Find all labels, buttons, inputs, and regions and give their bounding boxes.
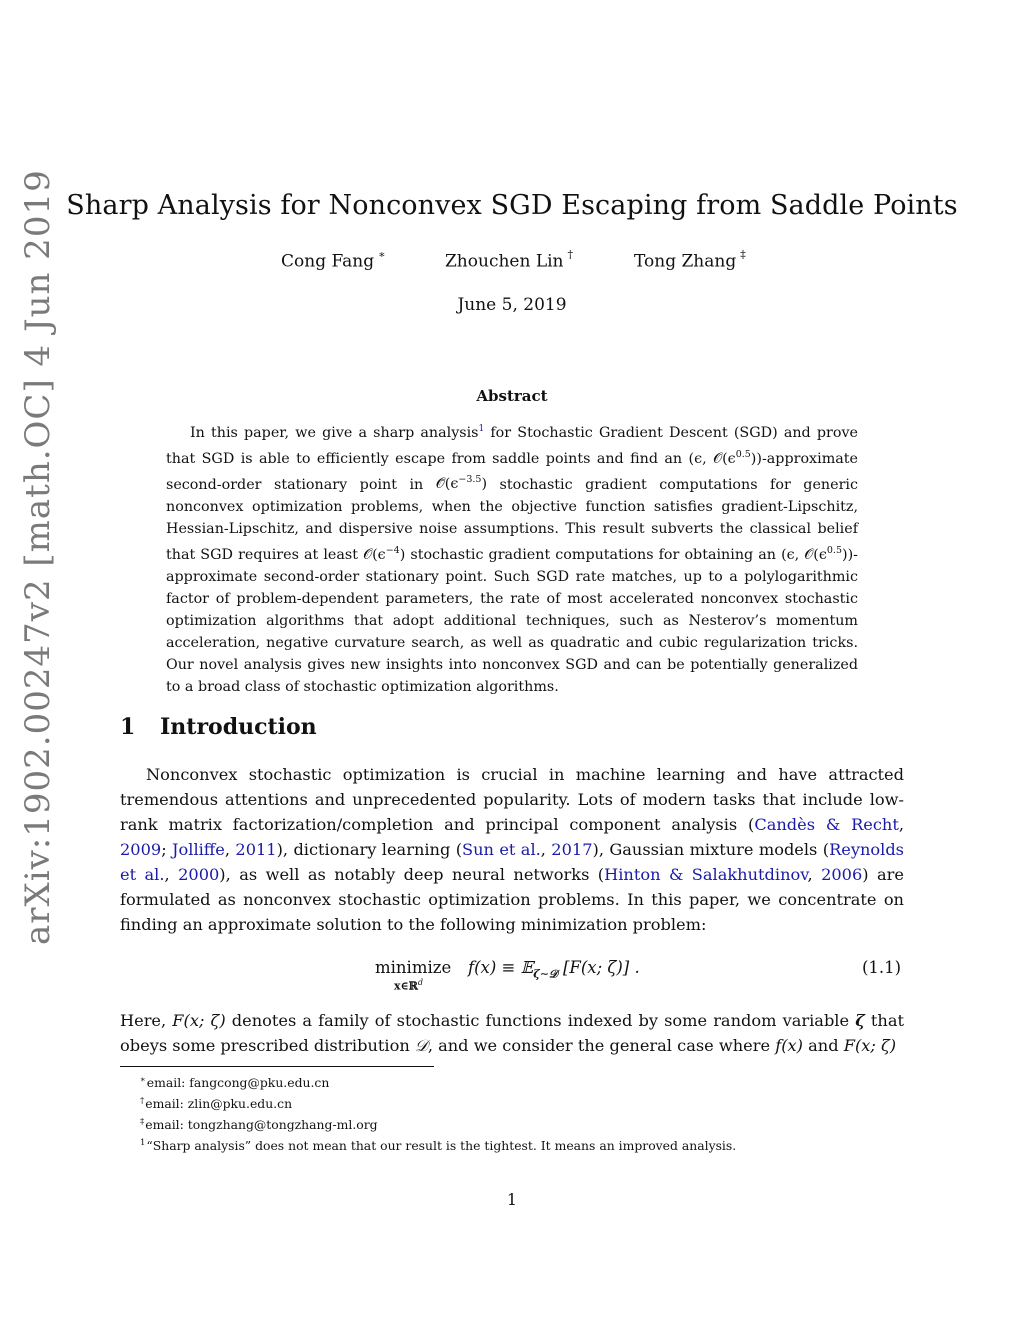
abstract-heading: Abstract [476, 387, 548, 405]
section-title: Introduction [160, 714, 317, 740]
page-number: 1 [506, 1190, 518, 1209]
author-3 [634, 250, 746, 272]
post-equation-text [120, 1008, 904, 1058]
citation-link[interactable]: Candès & Recht [754, 815, 899, 834]
citation-year-link[interactable]: 2009 [120, 840, 162, 859]
author-1 [281, 250, 386, 272]
equation-subscript: x∈ℝ$^d$ [394, 978, 423, 993]
footnote-item: †email: zlin@pku.edu.cn [140, 1096, 293, 1112]
math-approx: (ϵ, $𝒪(\epsilon^{0.5})$) [781, 544, 854, 563]
footnote-item: ∗email: fangcong@pku.edu.cn [140, 1075, 330, 1091]
citation-link[interactable]: Sun et al. [462, 840, 541, 859]
equation-operator: minimize [375, 958, 452, 977]
author-mark: † [567, 248, 574, 261]
author-name: Cong Fang [281, 251, 375, 272]
author-name: Tong Zhang [634, 251, 737, 272]
math-approx: (ϵ, $𝒪(\epsilon^{0.5})$) [688, 448, 762, 467]
math-rate: $𝒪(\epsilon^{-4})$ [363, 544, 406, 563]
citation-link[interactable]: Reynolds et al. [120, 840, 904, 884]
footnote-item: $^1$“Sharp analysis” does not mean that our result is the tightest. It means an improved analysis. [140, 1138, 737, 1154]
footnote-ref[interactable]: 1 [478, 424, 485, 434]
author-mark: ‡ [740, 248, 746, 261]
equation-number: (1.1) [862, 958, 902, 977]
author-mark: ∗ [378, 248, 386, 261]
footnote-rule [120, 1066, 434, 1067]
author-list [0, 250, 1024, 276]
arxiv-identifier: arXiv:1902.00247v2 [math.OC] 4 Jun 2019 [18, 169, 58, 945]
citation-year-link[interactable]: 2006 [821, 865, 863, 884]
section-heading [120, 714, 317, 740]
footnotes [140, 1071, 736, 1156]
publication-date: June 5, 2019 [457, 295, 567, 315]
footnote-item: ‡email: tongzhang@tongzhang-ml.org [140, 1117, 378, 1133]
citation-link[interactable]: Jolliffe [172, 840, 225, 859]
section-number: 1 [120, 714, 136, 740]
citation-year-link[interactable]: 2000 [178, 865, 220, 884]
abstract-body [166, 418, 858, 698]
abstract-paragraph: In this paper, we give a sharp analysis$^1$ for Stochastic Gradient Descent (SGD) and prove that SGD is able to efficiently escape from saddle points and find an (ϵ, $𝒪(\epsilon^{0.5})$)-approximate second-order stationary point in $𝒪̃(\epsilon^{-3.5})$ stochastic gradient computations for generic nonconvex optimization problems, when the objective function satisfies gradient-Lipschitz, Hessian-Lipschitz, and dispersive noise assumptions. This result subverts the classical belief that SGD requires at least $𝒪(\epsilon^{-4})$ stochastic gradient computations for obtaining an (ϵ, $𝒪(\epsilon^{0.5})$)-approximate second-order stationary point. Such SGD rate matches, up to a polylogarithmic factor of problem-dependent parameters, the rate of most accelerated nonconvex stochastic optimization algorithms that adopt additional techniques, such as Nesterov’s momentum acceleration, negative curvature search, as well as quadratic and cubic regularization tricks. Our novel analysis gives new insights into nonconvex SGD and can be potentially generalized to a broad class of stochastic optimization algorithms. [166, 424, 858, 696]
author-2 [445, 250, 573, 272]
citation-year-link[interactable]: 2017 [551, 840, 593, 859]
body-paragraph: Here, F(x; ζ) denotes a family of stochastic functions indexed by some random variable ζ that obeys some prescribed distribution 𝒟, and we consider the general case where f(x) and F(x; ζ) [120, 1011, 905, 1055]
paper-title: Sharp Analysis for Nonconvex SGD Escaping from Saddle Points [66, 190, 958, 221]
author-name: Zhouchen Lin [445, 251, 564, 272]
math-rate: $𝒪̃(\epsilon^{-3.5})$ [435, 474, 488, 493]
intro-paragraph: Nonconvex stochastic optimization is crucial in machine learning and have attracted tremendous attentions and unprecedented popularity. Lots of modern tasks that include low-rank matrix factorization/completion and principal component analysis (Candès & Recht, 2009; Jolliffe, 2011), dictionary learning (Sun et al., 2017), Gaussian mixture models (Reynolds et al., 2000), as well as notably deep neural networks (Hinton & Salakhutdinov, 2006) are formulated as nonconvex stochastic optimization problems. In this paper, we concentrate on finding an approximate solution to the following minimization problem: [120, 765, 905, 934]
citation-link[interactable]: Hinton & Salakhutdinov [604, 865, 808, 884]
citation-year-link[interactable]: 2011 [235, 840, 277, 859]
equation-body: f(x) ≡ 𝔼$_{\zeta\sim 𝒟}$ [F(x; ζ)] . [468, 958, 640, 981]
intro-body [120, 762, 904, 937]
